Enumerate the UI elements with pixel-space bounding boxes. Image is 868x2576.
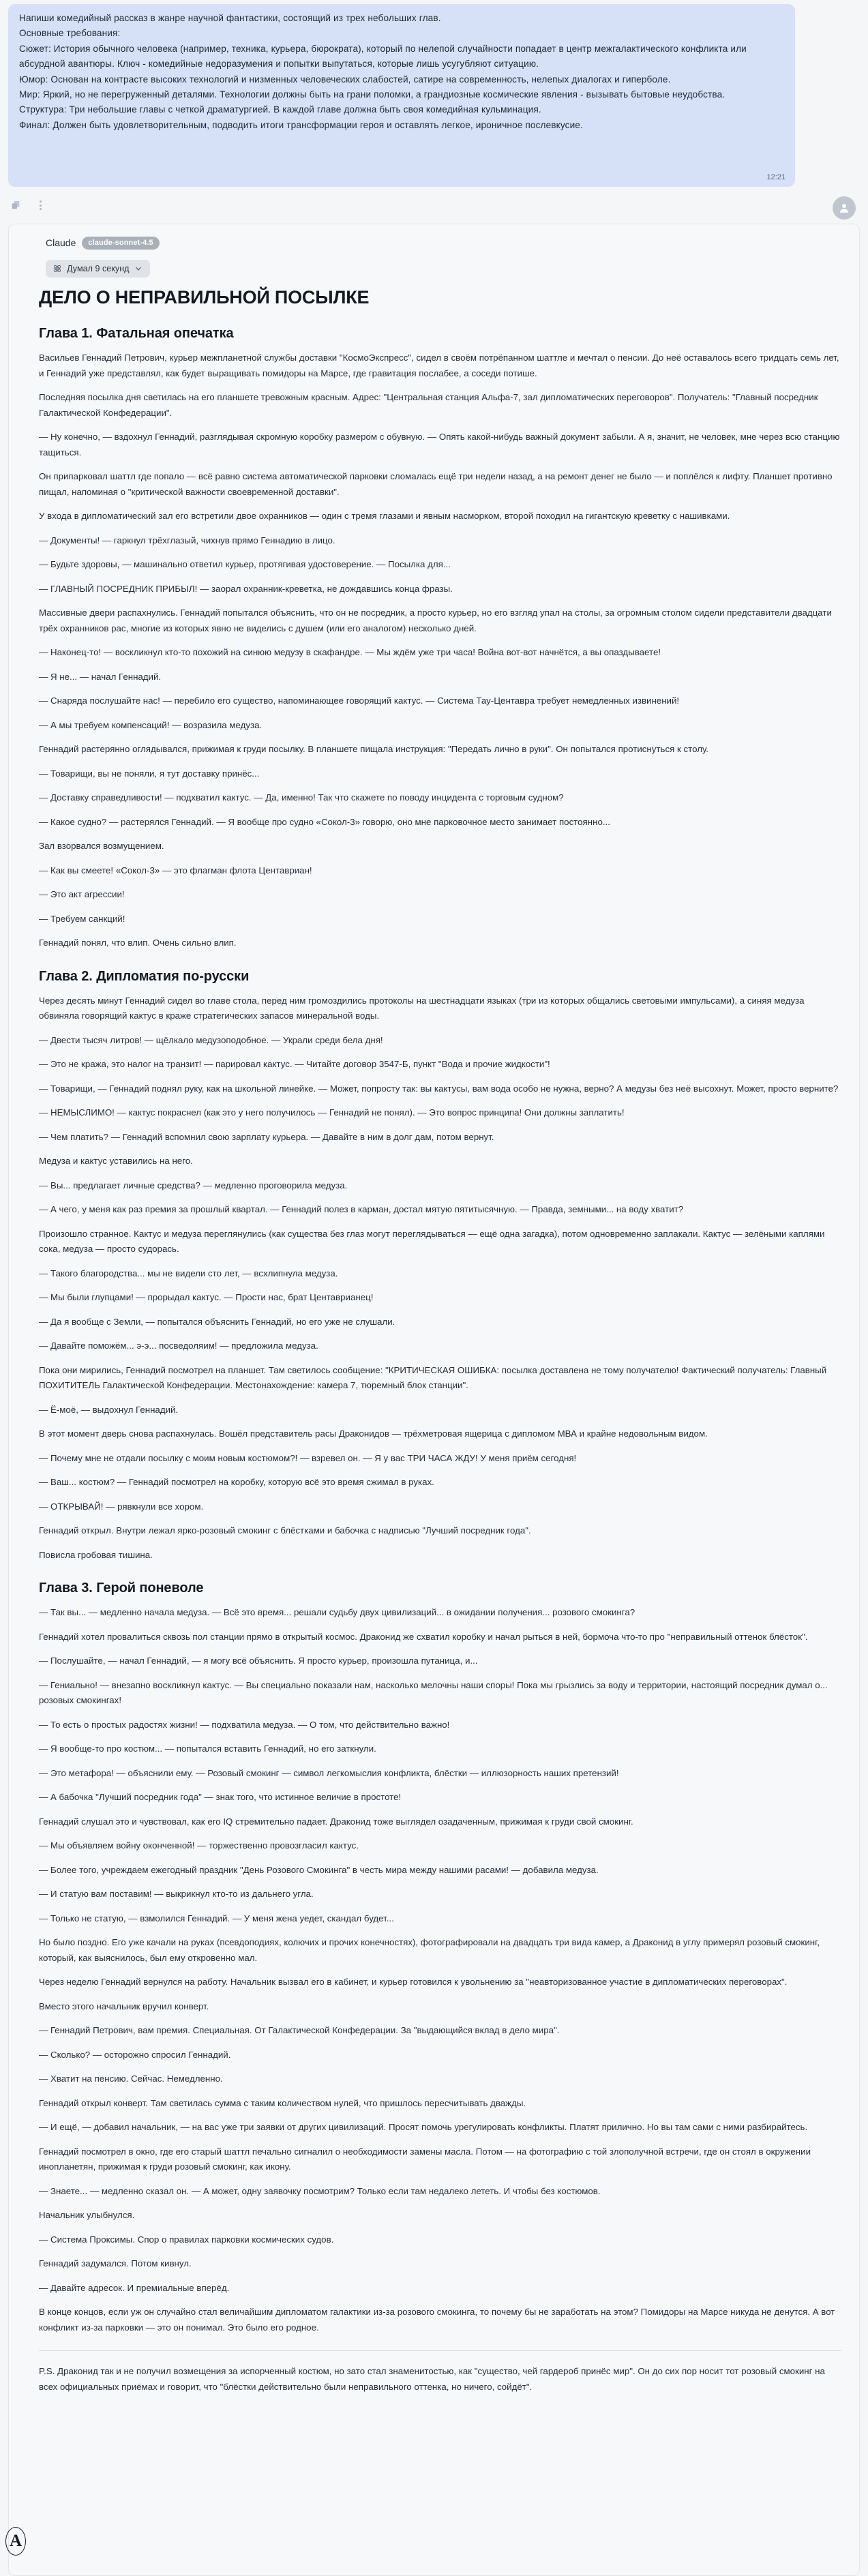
chapter-body-1 <box>39 350 841 951</box>
paragraph: — Будьте здоровы, — машинально ответил курьер, протягивая удостоверение. — Посылка для... <box>39 559 451 569</box>
user-paragraph: Сюжет: История обычного человека (например, техника, курьера, бюрократа), который по нелепой случайности попадает в центр межгалактического конфликта или абсурдной авантюры. Ключ - комедийные недоразумения и попытки выпутаться, которые лишь усугубляют ситуацию. <box>19 43 747 70</box>
paragraph: Он припарковал шаттл где попало — всё равно система автоматической парковки сломалась ещё три недели назад, а на ремонт денег не было — и поплёлся к лифту. Планшет противно пищал, напоминая о "критической важности своевременной доставки". <box>39 471 833 497</box>
model-badge: claude-sonnet-4.5 <box>82 237 159 250</box>
paragraph: — НЕМЫСЛИМО! — кактус покраснел (как это у него получилось — Геннадий не понял). — Это вопрос принципа! Они должны заплатить! <box>39 1107 625 1118</box>
paragraph: — Сколько? — осторожно спросил Геннадий. <box>39 2049 231 2060</box>
paragraph: — И статую вам поставим! — выкрикнул кто-то из дальнего угла. <box>39 1889 314 1899</box>
atom-icon <box>53 264 62 273</box>
paragraph: — Так вы... — медленно начала медуза. — Всё это время... решали судьбу двух цивилизаций... в ожидании получения... розового смокинга? <box>39 1607 635 1617</box>
paragraph: — А мы требуем компенсаций! — возразила медуза. <box>39 719 263 730</box>
paragraph: — Документы! — гаркнул трёхглазый, чихнув прямо Геннадию в лицо. <box>39 535 335 545</box>
chapter-heading-3: Глава 3. Герой поневоле <box>39 1581 204 1596</box>
paragraph: Геннадий слушал это и чувствовал, как его IQ стремительно падает. Драконид тоже выглядел озадаченным, прижимая к груди свой смокинг. <box>39 1816 633 1827</box>
paragraph: — Это акт агрессии! <box>39 889 125 899</box>
assistant-header <box>20 234 848 252</box>
paragraph: — Да я вообще с Земли, — попытался объяснить Геннадий, но его уже не слушали. <box>39 1316 395 1327</box>
paragraph: Массивные двери распахнулись. Геннадий попытался объяснить, что он не посредник, а просто курьер, но его взгляд упал на столы, за огромным столом сидели представители двадцати трёх охранников рас, многие из которых явно не виделись с душем (или его аналогом) несколько дней. <box>39 608 832 633</box>
chapter-heading-2: Глава 2. Дипломатия по-русски <box>39 968 250 984</box>
more-options-icon[interactable] <box>34 199 46 211</box>
paragraph: Вместо этого начальник вручил конверт. <box>39 2001 209 2011</box>
paragraph: — Геннадий Петрович, вам премия. Специальная. От Галактической Конфедерации. За "выдающийся вклад в дело мира". <box>39 2025 560 2035</box>
paragraph: Медуза и кактус уставились на него. <box>39 1156 193 1166</box>
chevron-down-icon[interactable] <box>134 265 143 273</box>
paragraph: — Давайте поможём... э-э... посведоляим! — предложила медуза. <box>39 1341 318 1351</box>
paragraph: Через неделю Геннадий вернулся на работу. Начальник вызвал его в кабинет, и курьер готовился к увольнению за "неавторизованное участие в дипломатических переговорах". <box>39 1977 788 1987</box>
logo-ring <box>5 2527 26 2556</box>
chapter-body-2 <box>39 993 841 1563</box>
copy-icon[interactable] <box>10 199 22 211</box>
paragraph: — Я не... — начал Геннадий. <box>39 671 162 682</box>
paragraph: Повисла гробовая тишина. <box>39 1549 153 1560</box>
chapter-heading-1: Глава 1. Фатальная опечатка <box>39 326 234 341</box>
paragraph: Пока они мирились, Геннадий посмотрел на планшет. Там светилось сообщение: "КРИТИЧЕСКАЯ ОШИБКА: посылка доставлена не тому получателю! Фактический получатель: Главный ПОХИТИТЕЛЬ Галактической Конфедерации. Местонахождение: камера 7, тюремный блок станции". <box>39 1364 827 1390</box>
thinking-label: Думал 9 секунд <box>67 264 130 273</box>
paragraph: — А бабочка "Лучший посредник года" — знак того, что истинное величие в простоте! <box>39 1792 402 1802</box>
paragraph: — Товарищи, вы не поняли, я тут доставку принёс... <box>39 768 260 779</box>
paragraph: У входа в дипломатический зал его встретили двое охранников — один с тремя глазами и явным насморком, второй походил на гигантскую креветку с нашивками. <box>39 511 730 521</box>
user-paragraph: Основные требования: <box>19 28 121 39</box>
paragraph: — Как вы смеете! «Сокол-3» — это флагман флота Центавриан! <box>39 865 312 875</box>
message-action-bar <box>0 187 868 214</box>
paragraph: — Хватит на пенсию. Сейчас. Немедленно. <box>39 2073 223 2084</box>
paragraph: — Знаете... — медленно сказал он. — А может, одну заявочку посмотрим? Только если там недалеко лететь. И чтобы без костюмов. <box>39 2185 601 2196</box>
paragraph: — Такого благородства... мы не видели сто лет, — всхлипнула медуза. <box>39 1268 338 1278</box>
paragraph: — Товарищи, — Геннадий поднял руку, как на школьной линейке. — Может, попросту так: вы кактусы, вам вода особо не нужна, верно? А медузы без неё высохнут. Может, просто верните? <box>39 1083 839 1094</box>
paragraph: — Я вообще-то про костюм... — попытался вставить Геннадий, но его заткнули. <box>39 1743 376 1754</box>
paragraph: — Более того, учреждаем ежегодный праздник "День Розового Смокинга" в честь мира между нашими расами! — добавила медуза. <box>39 1864 599 1875</box>
paragraph: — Это метафора! — объяснили ему. — Розовый смокинг — символ легкомыслия конфликта, блёстки — иллюзорность наших претензий! <box>39 1767 619 1778</box>
paragraph: — Это не кража, это налог на транзит! — парировал кактус. — Читайте договор 3547-Б, пункт "Вода и прочие жидкости"! <box>39 1059 550 1069</box>
paragraph: Геннадий задумался. Потом кивнул. <box>39 2258 192 2268</box>
paragraph: — Почему мне не отдали посылку с моим новым костюмом?! — взревел он. — Я у вас ТРИ ЧАСА ЖДУ! У меня приём сегодня! <box>39 1452 577 1463</box>
paragraph: — ГЛАВНЫЙ ПОСРЕДНИК ПРИБЫЛ! — заорал охранник-креветка, не дождавшись конца фразы. <box>39 583 453 594</box>
user-paragraph: Мир: Яркий, но не перегруженный деталями. Технологии должны быть на грани поломки, а грандиозные космические явления - вызывать бытовые неудобства. <box>19 89 725 100</box>
paragraph: Геннадий хотел провалиться сквозь пол станции прямо в открытый космос. Драконид же схватил коробку и начал рыться в ней, бормоча что-то про "неправильный оттенок блёсток". <box>39 1631 808 1642</box>
paragraph: — Чем платить? — Геннадий вспомнил свою зарплату курьера. — Давайте в ним в долг дам, потом вернут. <box>39 1131 494 1142</box>
user-message-turn <box>0 4 868 187</box>
paragraph: — И ещё, — добавил начальник, — на вас уже три заявки от других цивилизаций. Просят помочь урегулировать конфликты. Платят прилично. Но вы там сами с ними разбирайтесь. <box>39 2122 808 2132</box>
paragraph: — А чего, у меня как раз премия за прошлый квартал. — Геннадий полез в карман, достал мятую пятитысячную. — Правда, земными... на воду хватит? <box>39 1204 684 1214</box>
section-divider <box>39 2350 841 2351</box>
paragraph: Через десять минут Геннадий сидел во главе стола, перед ним громоздились протоколы на шестнадцати языках (три из которых общались световыми импульсами), а синяя медуза обвиняла говорящий кактус в краже стратегических запасов минеральной воды. <box>39 995 805 1021</box>
user-message-bubble <box>8 4 795 187</box>
logo-letter: A <box>9 2532 23 2550</box>
paragraph: — Мы были глупцами! — прорыдал кактус. — Прости нас, брат Центаврианец! <box>39 1292 374 1302</box>
paragraph: — Наконец-то! — воскликнул кто-то похожий на синюю медузу в скафандре. — Мы ждём уже три часа! Война вот-вот начнётся, а вы опаздываете! <box>39 647 661 657</box>
paragraph: — Давайте адресок. И премиальные вперёд. <box>39 2282 230 2293</box>
paragraph: — Система Проксимы. Спор о правилах парковки космических судов. <box>39 2234 334 2245</box>
assistant-name: Claude <box>46 237 76 248</box>
paragraph: В конце концов, если уж он случайно стал величайшим дипломатом галактики из-за розового смокинга, то почему бы не заработать на этом? Помидоры на Марсе никуда не денутся. А вот конфликт из-за парковки — это он понимал. Это было его родное. <box>39 2307 835 2333</box>
paragraph: Геннадий понял, что влип. Очень сильно влип. <box>39 938 237 948</box>
paragraph: — Снаряда послушайте нас! — перебило его существо, напоминающее говорящий кактус. — Система Тау-Центавра требует немедленных извинений! <box>39 695 680 706</box>
chapter-body-3 <box>39 1605 841 2335</box>
paragraph: — Вы... предлагает личные средства? — медленно проговорила медуза. <box>39 1180 348 1190</box>
user-avatar-icon <box>838 202 850 214</box>
avatar <box>833 196 856 220</box>
paragraph: Но было поздно. Его уже качали на руках (псевдоподиях, колючих и прочих конечностях), фотографировали на двадцать три вида камер, а Драконид в углу примерял розовый смокинг, который, как выяснилось, был ему откровенно мал. <box>39 1937 820 1963</box>
user-paragraph: Финал: Должен быть удовлетворительным, подводить итоги трансформации героя и оставлять легкое, ироничное послевкусие. <box>19 119 583 130</box>
assistant-message-card <box>8 224 860 2576</box>
message-timestamp: 12:21 <box>766 173 785 181</box>
paragraph: В этот момент дверь снова распахнулась. Вошёл представитель расы Драконидов — трёхметровая ящерица с дипломом МВА и крайне недовольным видом. <box>39 1428 708 1439</box>
paragraph: — Требуем санкций! <box>39 913 125 924</box>
paragraph: Геннадий открыл конверт. Там светилась сумма с таким количеством нулей, что пришлось пересчитывать дважды. <box>39 2097 526 2108</box>
paragraph: — Гениально! — внезапно воскликнул кактус. — Вы специально показали нам, насколько мелочны наши споры! Пока мы грызлись за воду и территории, настоящий посредник думал о... розовых смокингах! <box>39 1679 828 1705</box>
user-paragraph: Напиши комедийный рассказ в жанре научной фантастики, состоящий из трех небольших глав. <box>19 13 441 23</box>
paragraph: — Мы объявляем войну оконченной! — торжественно провозгласил кактус. <box>39 1840 359 1851</box>
paragraph: Зал взорвался возмущением. <box>39 841 164 851</box>
paragraph: Геннадий посмотрел в окно, где его старый шаттл печально сигналил о необходимости замены масла. Потом — на фотографию с той злополучной встречи, где он стоял в окружении инопланетян, прижимая к груди розовый смокинг, как икону. <box>39 2146 811 2172</box>
paragraph: Начальник улыбнулся. <box>39 2210 135 2220</box>
paragraph: — Ну конечно, — вздохнул Геннадий, разглядывая скромную коробку размером с обувную. — Опять какой-нибудь важный документ забыли. А я, значит, не человек, мне через всю станцию тащиться. <box>39 432 840 458</box>
paragraph: Геннадий растерянно оглядывался, прижимая к груди посылку. В планшете пищала инструкция: "Передать лично в руки". Он попытался протиснуться к столу. <box>39 744 708 754</box>
more-options-dots <box>40 200 42 210</box>
paragraph: — ОТКРЫВАЙ! — рявкнули все хором. <box>39 1501 204 1512</box>
paragraph: — Двести тысяч литров! — щёлкало медузоподобное. — Украли среди бела дня! <box>39 1034 383 1045</box>
thinking-toggle[interactable] <box>46 260 150 278</box>
paragraph: — То есть о простых радостях жизни! — подхватила медуза. — О том, что действительно важно! <box>39 1719 450 1730</box>
paragraph: — Ё-моё, — выдохнул Геннадий. <box>39 1404 179 1415</box>
user-paragraph: Юмор: Основан на контрасте высоких технологий и низменных человеческих слабостей, сатире на современность, нелепых диалогах и гиперболе. <box>19 74 671 85</box>
paragraph: — Доставку справедливости! — подхватил кактус. — Да, именно! Так что скажете по поводу инцидента с торговым судном? <box>39 792 564 803</box>
paragraph: — Ваш... костюм? — Геннадий посмотрел на коробку, которую всё это время сжимал в руках. <box>39 1477 434 1487</box>
paragraph: — Какое судно? — растерялся Геннадий. — Я вообще про судно «Сокол-3» говорю, оно мне парковочное место занимает постоянно... <box>39 816 610 827</box>
paragraph: Геннадий открыл. Внутри лежал ярко-розовый смокинг с блёстками и бабочка с надписью "Лучший посредник года". <box>39 1525 531 1536</box>
paragraph: Васильев Геннадий Петрович, курьер межпланетной службы доставки "КосмоЭкспресс", сидел в своём потрёпанном шаттле и мечтал о пенсии. До неё оставалось всего тридцать семь лет, и Геннадий уже представлял, как будет выращивать помидоры на Марсе, где гравитация послабее, а соседи потише. <box>39 353 839 378</box>
anthropic-logo <box>5 2527 26 2556</box>
paragraph: Последняя посылка дня светилась на его планшете тревожным красным. Адрес: "Центральная станция Альфа-7, зал дипломатических переговоров". Получатель: "Главный посредник Галактической Конфедерации". <box>39 392 818 418</box>
paragraph: — Послушайте, — начал Геннадий, — я могу всё объяснить. Я просто курьер, произошла путаница, и... <box>39 1656 478 1666</box>
paragraph: Произошло странное. Кактус и медуза переглянулись (как существа без глаз могут переглядываться — ещё одна загадка), потом одновременно заплакали. Кактус — зелёными каплями сока, медуза — просто судорась. <box>39 1228 825 1254</box>
postscript-paragraph: P.S. Драконид так и не получил возмещения за испорченный костюм, но зато стал знаменитостью, как "существо, чей гардероб принёс мир". Он до сих пор носит тот розовый смокинг на всех официальных приёмах и говорит, что "блёстки действительно были неправильного оттенка, но ничего, сойдёт". <box>39 2366 825 2392</box>
paragraph: — Только не статую, — взмолился Геннадий. — У меня жена уедет, скандал будет... <box>39 1913 394 1923</box>
page-title: ДЕЛО О НЕПРАВИЛЬНОЙ ПОСЫЛКЕ <box>39 287 370 308</box>
user-paragraph: Структура: Три небольшие главы с четкой драматургией. В каждой главе должна быть своя комедийная кульминация. <box>19 104 541 115</box>
story-document <box>20 287 848 2395</box>
